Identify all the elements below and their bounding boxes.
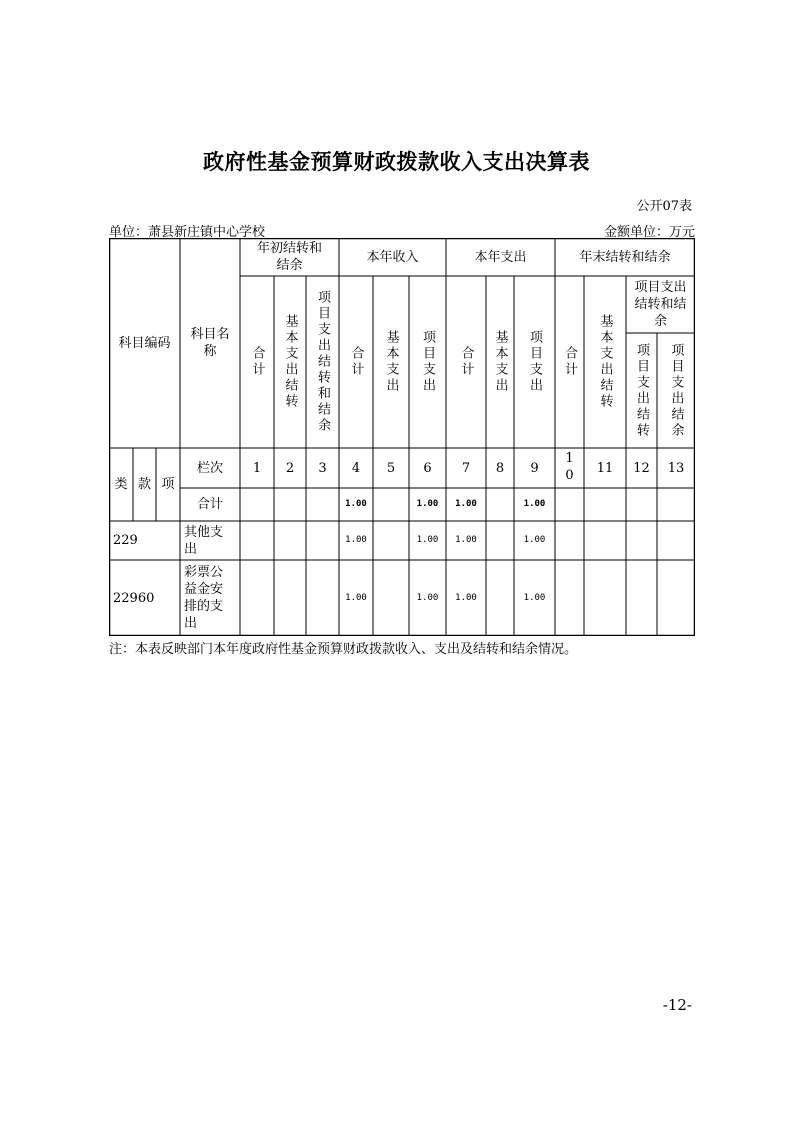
row-value: 1.00 <box>345 535 367 545</box>
amount-unit-label: 金额单位：万元 <box>603 225 695 240</box>
column-number: 6 <box>423 460 432 476</box>
header-begin-project: 项目支出结转和结余 <box>315 290 330 434</box>
header-end-project-carry: 项目支出结转 <box>634 342 649 439</box>
unit-label: 单位：萧县新庄镇中心学校 <box>109 225 266 240</box>
column-number: 1 <box>252 460 262 476</box>
column-number: 13 <box>667 460 685 476</box>
header-begin-total: 合计 <box>249 346 265 378</box>
column-number: 11 <box>596 460 614 476</box>
total-expense-total: 1.00 <box>455 499 477 509</box>
page-title: 政府性基金预算财政拨款收入支出决算表 <box>203 150 590 174</box>
header-income-project: 项目支出 <box>420 330 435 394</box>
form-number: 公开07表 <box>636 199 692 214</box>
header-begin-basic: 基本支出结转 <box>282 314 298 410</box>
header-income: 本年收入 <box>366 249 419 265</box>
row-value: 1.00 <box>416 535 439 545</box>
header-kuan: 款 <box>137 477 151 492</box>
header-end-project-surplus: 项目支出结余 <box>668 342 684 439</box>
table-note: 注：本表反映部门本年度政府性基金预算财政拨款收入、支出及结转和结余情况。 <box>109 642 578 657</box>
row-value: 1.00 <box>345 592 367 603</box>
row-value: 1.00 <box>416 592 439 603</box>
budget-table <box>109 238 695 636</box>
row-code: 229 <box>113 533 138 548</box>
column-number: 9 <box>530 460 539 476</box>
total-income-total: 1.00 <box>345 499 367 509</box>
header-expense: 本年支出 <box>474 249 527 265</box>
row-code: 22960 <box>113 590 155 606</box>
header-end-project-group: 项目支出结转和结余 <box>634 280 687 329</box>
page-number: -12- <box>662 996 692 1014</box>
column-number: 10 <box>562 451 577 485</box>
header-end-total: 合计 <box>562 346 577 378</box>
row-value: 1.00 <box>455 535 477 545</box>
header-expense-total: 合计 <box>458 346 474 378</box>
row-value: 1.00 <box>455 592 477 603</box>
header-subject-code: 科目编码 <box>118 335 171 351</box>
header-income-total: 合计 <box>348 346 364 378</box>
total-row-label: 合计 <box>196 497 223 512</box>
column-number: 3 <box>318 460 327 476</box>
header-begin-balance: 年初结转和结余 <box>256 241 322 273</box>
row-value: 1.00 <box>523 535 546 545</box>
total-income-project: 1.00 <box>416 499 439 509</box>
header-lei: 类 <box>114 477 128 492</box>
header-expense-basic: 基本支出 <box>492 330 508 394</box>
header-xiang: 项 <box>161 477 175 492</box>
row-name: 彩票公益金安排的支出 <box>184 565 224 631</box>
header-end-balance: 年末结转和结余 <box>579 249 671 265</box>
row-value: 1.00 <box>523 592 546 603</box>
header-income-basic: 基本支出 <box>383 330 399 394</box>
column-number: 12 <box>633 460 650 476</box>
column-number: 4 <box>351 460 361 476</box>
row-name: 其他支出 <box>184 524 224 557</box>
total-expense-project: 1.00 <box>523 499 546 509</box>
header-subject-name: 科目名称 <box>190 327 230 359</box>
column-number: 7 <box>461 460 471 476</box>
column-number: 5 <box>386 460 396 476</box>
header-end-basic: 基本支出结转 <box>597 314 613 410</box>
column-number: 2 <box>285 460 295 476</box>
header-lanci: 栏次 <box>196 460 223 476</box>
header-expense-project: 项目支出 <box>527 330 542 394</box>
column-number: 8 <box>495 460 505 476</box>
